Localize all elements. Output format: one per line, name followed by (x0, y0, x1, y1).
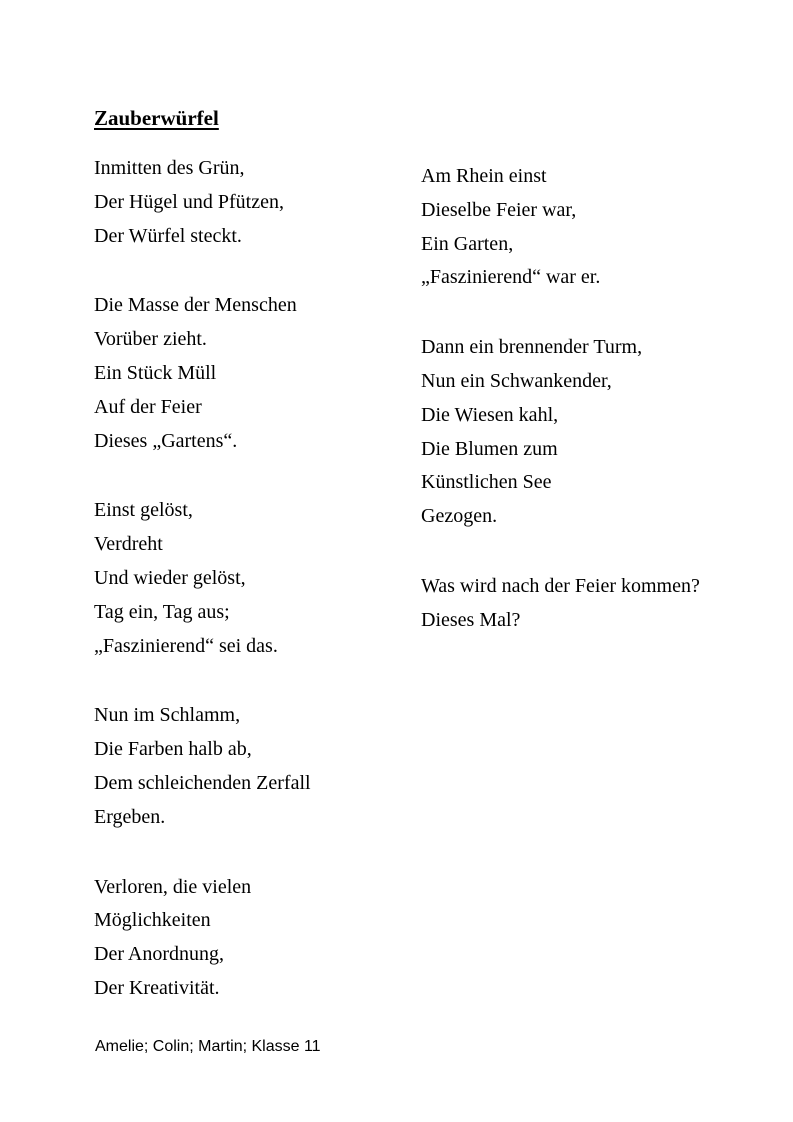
poem-stanza (421, 331, 700, 534)
poem-column-left (94, 152, 311, 1042)
poem-line: Verloren, die vielen (94, 875, 252, 898)
poem-line: Auf der Feier (94, 395, 202, 418)
poem-line: Dann ein brennender Turm, (421, 336, 643, 359)
poem-stanza (94, 699, 311, 834)
poem-line: Ergeben. (94, 805, 166, 828)
poem-line: Ein Stück Müll (94, 361, 217, 384)
poem-line: Gezogen. (421, 505, 498, 528)
poem-line: Der Hügel und Pfützen, (94, 190, 284, 213)
poem-line: Ein Garten, (421, 232, 514, 255)
poem-line: Dem schleichenden Zerfall (94, 771, 311, 794)
poem-line: Der Kreativität. (94, 976, 220, 999)
poem-line: „Faszinierend“ sei das. (94, 634, 278, 657)
poem-line: Tag ein, Tag aus; (94, 600, 230, 623)
poem-stanza (94, 289, 311, 458)
poem-line: Künstlichen See (421, 471, 552, 494)
poem-stanza (421, 160, 700, 295)
poem-stanza (94, 871, 311, 1006)
poem-stanza (421, 570, 700, 638)
poem-line: Die Farben halb ab, (94, 738, 252, 761)
poem-column-right (421, 160, 700, 674)
authors-footer: Amelie; Colin; Martin; Klasse 11 (95, 1038, 321, 1055)
poem-line: Der Würfel steckt. (94, 224, 242, 247)
page-title: Zauberwürfel (94, 106, 219, 131)
poem-stanza (94, 494, 311, 663)
poem-line: Möglichkeiten (94, 909, 211, 932)
poem-line: Nun im Schlamm, (94, 704, 241, 727)
poem-line: Nun ein Schwankender, (421, 369, 612, 392)
poem-line: Und wieder gelöst, (94, 566, 246, 589)
poem-line: Dieses „Gartens“. (94, 429, 238, 452)
poem-line: Die Blumen zum (421, 437, 558, 460)
poem-line: Inmitten des Grün, (94, 157, 245, 179)
poem-line: Die Wiesen kahl, (421, 403, 559, 426)
poem-line: Verdreht (94, 533, 163, 556)
poem-line: Die Masse der Menschen (94, 294, 297, 317)
poem-line: Dieses Mal? (421, 608, 521, 631)
poem-line: Am Rhein einst (421, 165, 547, 187)
poem-line: Was wird nach der Feier kommen? (421, 574, 700, 597)
poem-stanza (94, 152, 311, 253)
poem-line: „Faszinierend“ war er. (421, 266, 601, 289)
poem-line: Dieselbe Feier war, (421, 198, 577, 221)
poem-line: Der Anordnung, (94, 943, 224, 966)
poem-line: Einst gelöst, (94, 499, 193, 522)
poem-line: Vorüber zieht. (94, 328, 207, 351)
